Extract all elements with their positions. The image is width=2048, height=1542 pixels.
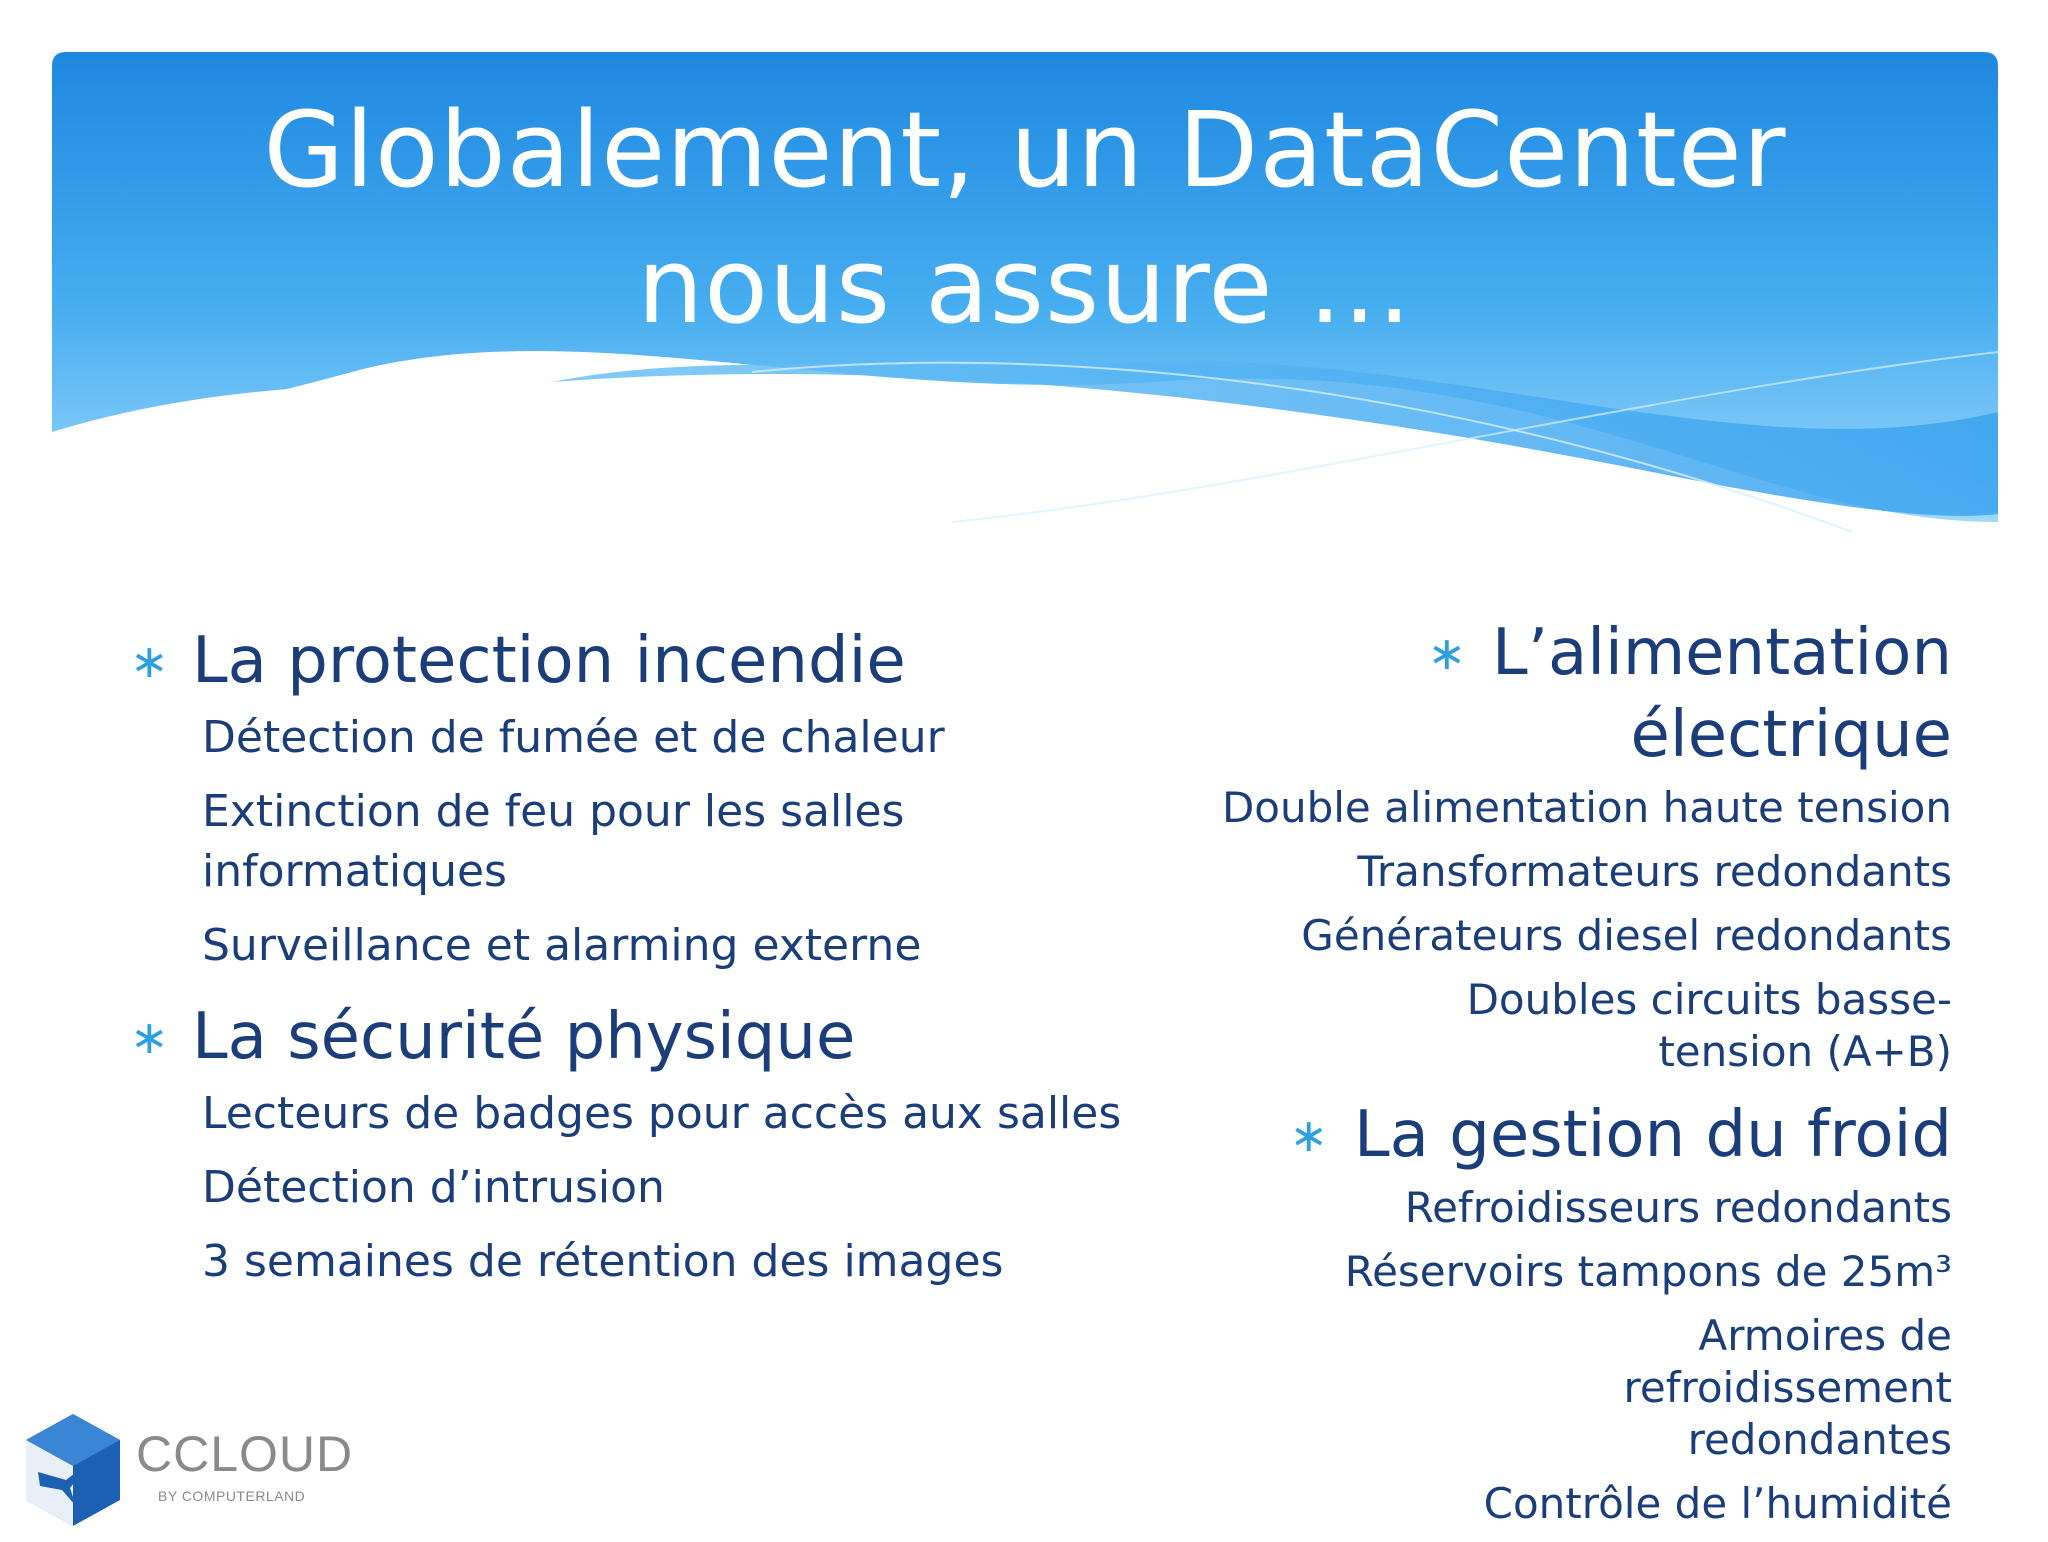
- title-line-2: nous assure …: [637, 225, 1413, 347]
- list-item: Extinction de feu pour les salles informatiques: [202, 786, 905, 897]
- list-item: Doubles circuits basse-tension (A+B): [1466, 975, 1952, 1076]
- physical-security-list: [202, 1084, 1130, 1292]
- list-item: Armoires de refroidissement redondantes: [1623, 1311, 1952, 1464]
- list-item: 3 semaines de rétention des images: [202, 1236, 1004, 1287]
- list-item: Contrôle de l’humidité: [1483, 1479, 1952, 1528]
- heading-text: L’alimentation électrique: [1492, 616, 1952, 772]
- logo-wordmark: CCLOUD: [136, 1426, 354, 1482]
- asterisk-bullet-icon: ∗: [130, 634, 169, 688]
- section-heading-fire-protection: [130, 620, 1130, 702]
- cooling-management-list: [1200, 1182, 1952, 1530]
- list-item: Réservoirs tampons de 25m³: [1344, 1247, 1952, 1296]
- section-heading-power-supply: [1200, 612, 1952, 776]
- left-column: [130, 620, 1130, 1306]
- asterisk-bullet-icon: ∗: [130, 1010, 169, 1064]
- list-item: Double alimentation haute tension: [1221, 783, 1952, 832]
- list-item: Détection de fumée et de chaleur: [202, 712, 945, 763]
- list-item: Transformateurs redondants: [1357, 847, 1952, 896]
- section-heading-cooling-management: [1200, 1094, 1952, 1176]
- list-item: Surveillance et alarming externe: [202, 920, 922, 971]
- list-item: Détection d’intrusion: [202, 1162, 665, 1213]
- asterisk-bullet-icon: ∗: [1289, 1108, 1328, 1162]
- heading-text: La gestion du froid: [1353, 1098, 1952, 1172]
- slide-title: [52, 82, 1998, 354]
- asterisk-bullet-icon: ∗: [1427, 626, 1467, 680]
- heading-text: La sécurité physique: [192, 1000, 856, 1074]
- list-item: Générateurs diesel redondants: [1301, 911, 1952, 960]
- list-item: Lecteurs de badges pour accès aux salles: [202, 1088, 1122, 1139]
- right-column: [1200, 612, 1952, 1542]
- power-supply-list: [1200, 782, 1952, 1078]
- title-line-1: Globalement, un DataCenter: [263, 89, 1787, 211]
- logo-tagline: BY COMPUTERLAND: [158, 1488, 306, 1504]
- heading-text: La protection incendie: [192, 624, 906, 698]
- ccloud-logo: [18, 1410, 354, 1530]
- cube-logo-icon: [18, 1410, 128, 1530]
- fire-protection-list: [202, 708, 1130, 976]
- list-item: Refroidisseurs redondants: [1404, 1183, 1952, 1232]
- section-heading-physical-security: [130, 996, 1130, 1078]
